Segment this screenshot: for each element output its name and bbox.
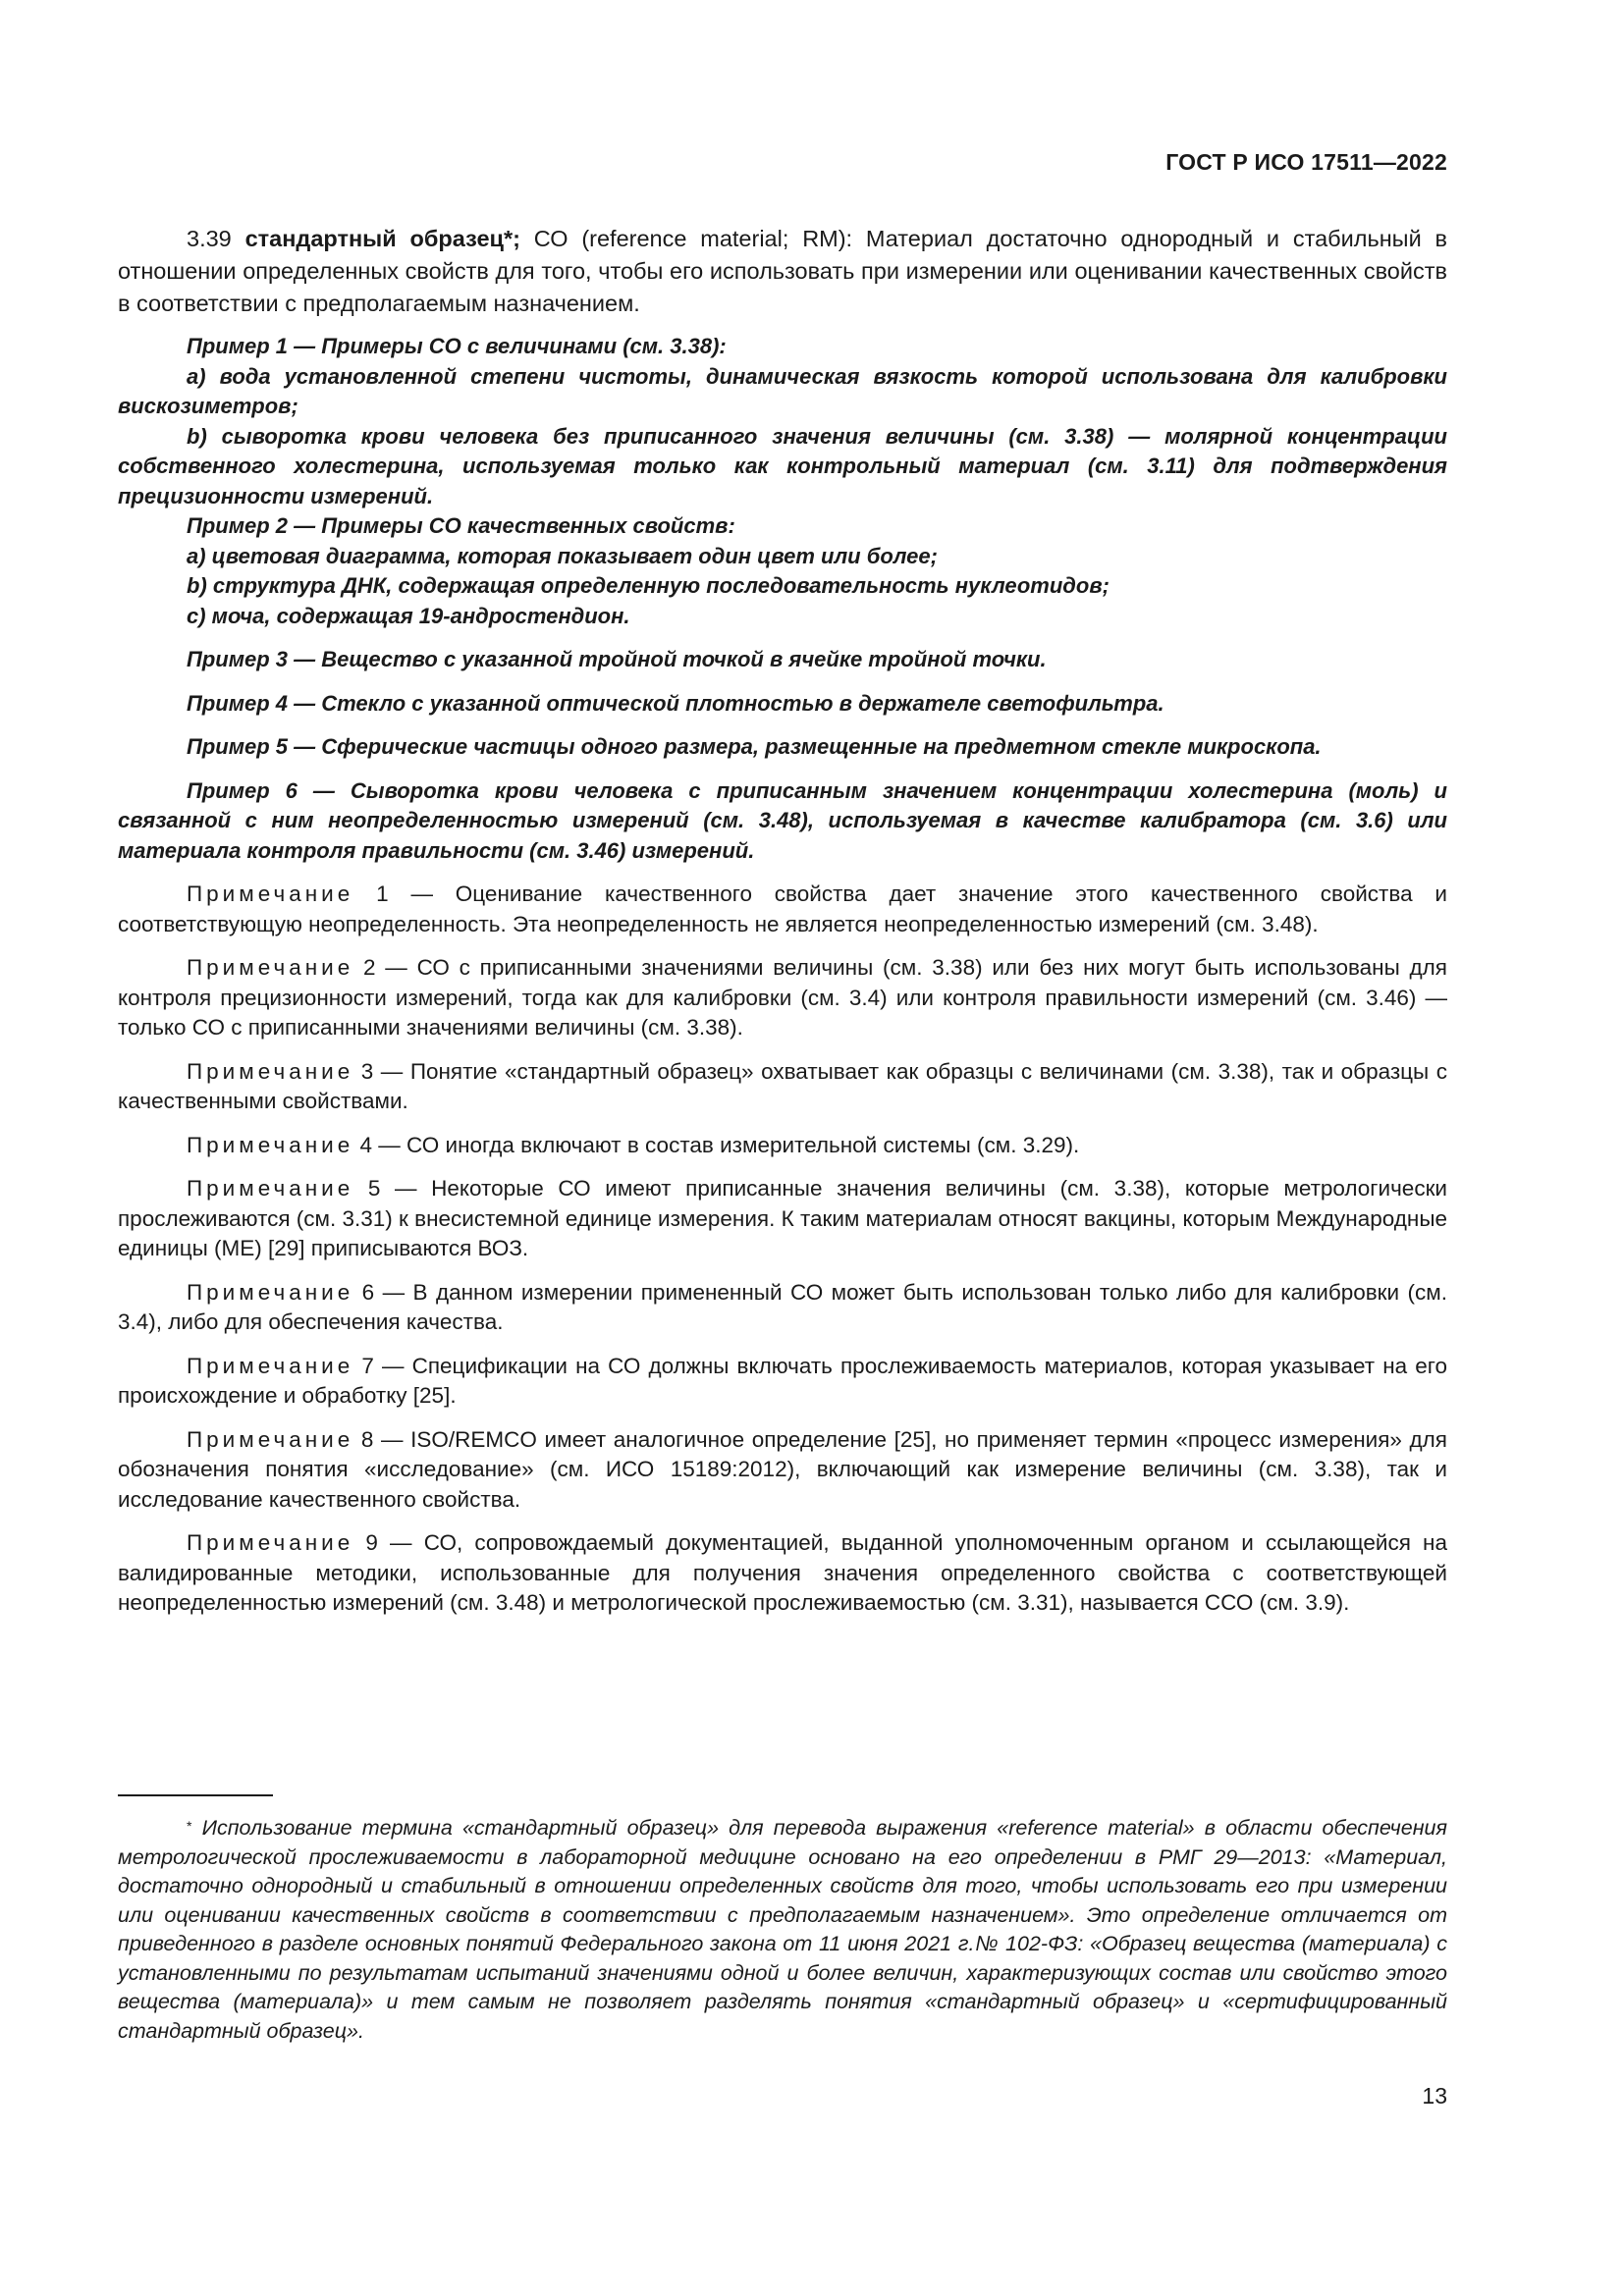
note-text: СО, сопровождаемый документацией, выданной уполномоченным органом и ссылающейся на валидированные методики, использованные для получения значения определенного свойства с соответствующей неопределенностью измерений (см. 3.48) и метрологической прослеживаемостью (см. 3.31), называется ССО (см. 3.9).	[118, 1530, 1447, 1615]
definition-text: СО (reference material; RM): Материал достаточно однородный и стабильный в отношении определенных свойств для того, чтобы его использовать при измерении или оценивании качественных свойств в соответствии с предполагаемым назначением.	[118, 226, 1448, 316]
note-number: 8 —	[353, 1426, 411, 1452]
example-5: Пример 5 — Сферические частицы одного размера, размещенные на предметном стекле микроскопа.	[187, 734, 1322, 759]
note-text: СО иногда включают в состав измерительной системы (см. 3.29).	[406, 1132, 1080, 1157]
note-label: Примечание	[187, 1353, 354, 1378]
note-2	[118, 953, 1447, 1043]
note-number: 3 —	[353, 1058, 410, 1084]
note-label: Примечание	[187, 1530, 354, 1555]
note-text: Оценивание качественного свойства дает значение этого качественного свойства и соответствующую неопределенность. Эта неопределенность не является неопределенностью измерений (см. 3.48).	[118, 881, 1447, 936]
note-label: Примечание	[187, 1176, 354, 1201]
note-number: 5 —	[353, 1176, 432, 1201]
note-8	[118, 1425, 1447, 1516]
note-1	[118, 880, 1447, 939]
note-label: Примечание	[187, 1426, 354, 1452]
note-5	[118, 1174, 1447, 1264]
example-4: Пример 4 — Стекло с указанной оптической плотностью в держателе светофильтра.	[187, 690, 1164, 716]
example-2-a: a) цветовая диаграмма, которая показывает один цвет или более;	[187, 543, 938, 568]
footnote-divider	[118, 1794, 273, 1796]
note-number: 2 —	[353, 955, 417, 980]
note-6	[118, 1278, 1447, 1338]
note-label: Примечание	[187, 1132, 354, 1157]
example-2-c: c) моча, содержащая 19-андростендион.	[187, 603, 630, 628]
note-number: 9 —	[353, 1530, 424, 1555]
example-1-title: Пример 1 — Примеры СО с величинами (см. 3.38):	[187, 334, 727, 358]
note-text: Спецификации на СО должны включать прослеживаемость материалов, которая указывает на его происхождение и обработку [25].	[118, 1353, 1447, 1408]
definition-term: стандартный образец	[244, 226, 504, 251]
footnote-text-block	[118, 1814, 1447, 2046]
note-label: Примечание	[187, 1279, 354, 1305]
note-number: 6 —	[353, 1279, 413, 1305]
example-2-b: b) структура ДНК, содержащая определенную последовательность нуклеотидов;	[187, 573, 1110, 598]
main-content	[118, 223, 1447, 1619]
footnote	[118, 1814, 1447, 2046]
definition-3-39	[118, 223, 1447, 320]
definition-marker: *;	[503, 226, 520, 251]
note-3	[118, 1057, 1447, 1117]
note-7	[118, 1352, 1447, 1412]
note-text: В данном измерении примененный СО может быть использован только либо для калибровки (см. 3.4), либо для обеспечения качества.	[118, 1279, 1447, 1334]
note-label: Примечание	[187, 881, 354, 906]
example-6: Пример 6 — Сыворотка крови человека с приписанным значением концентрации холестерина (моль) и связанной с ним неопределенностью измерений (см. 3.48), используемая в качестве калибратора (см. 3.6) или материала контроля правильности (см. 3.46) измерений.	[118, 777, 1447, 863]
page-number: 13	[1422, 2083, 1447, 2109]
example-3: Пример 3 — Вещество с указанной тройной точкой в ячейке тройной точки.	[187, 647, 1047, 671]
note-text: ISO/REMCO имеет аналогичное определение [25], но применяет термин «процесс измерения» для обозначения понятия «исследование» (см. ИСО 15189:2012), включающий как измерение величины (см. 3.38), так и исследование качественного свойства.	[118, 1426, 1447, 1512]
note-number: 4 —	[353, 1132, 407, 1157]
document-header: ГОСТ Р ИСО 17511—2022	[1165, 149, 1447, 175]
note-9	[118, 1528, 1447, 1619]
example-1-b: b) сыворотка крови человека без приписанного значения величины (см. 3.38) — молярной концентрации собственного холестерина, используемая только как контрольный материал (см. 3.11) для подтверждения прецизионности измерений.	[118, 423, 1447, 508]
definition-number: 3.39	[187, 226, 232, 251]
example-2-title: Пример 2 — Примеры СО качественных свойств:	[187, 513, 735, 538]
note-text: Понятие «стандартный образец» охватывает как образцы с величинами (см. 3.38), так и образцы с качественными свойствами.	[118, 1058, 1447, 1113]
footnote-mark: *	[187, 1818, 192, 1834]
note-label: Примечание	[187, 1058, 354, 1084]
note-number: 7 —	[353, 1353, 412, 1378]
footnote-text: Использование термина «стандартный образец» для перевода выражения «reference material» в области обеспечения метрологической прослеживаемости в лабораторной медицине основано на его определении в РМГ 29—2013: «Материал, достаточно однородный и стабильный в отношении определенных свойств для того, чтобы использовать его при измерении или оценивании качественных свойств в соответствии с предполагаемым назначением». Это определение отличается от приведенного в разделе основных понятий Федерального закона от 11 июня 2021 г.№ 102-ФЗ: «Образец вещества (материала) с установленными по результатам испытаний значениями одной и более величин, характеризующих состав или свойство этого вещества (материала)» и тем самым не позволяет разделять понятия «стандартный образец» и «сертифицированный стандартный образец».	[118, 1816, 1447, 2043]
note-text: Некоторые СО имеют приписанные значения величины (см. 3.38), которые метрологически прослеживаются (см. 3.31) к внесистемной единице измерения. К таким материалам относят вакцины, которым Международные единицы (МЕ) [29] приписываются ВОЗ.	[118, 1176, 1447, 1260]
note-4	[118, 1131, 1447, 1161]
example-1-a: a) вода установленной степени чистоты, динамическая вязкость которой использована для калибровки вискозиметров;	[118, 363, 1447, 418]
note-number: 1 —	[353, 881, 456, 906]
note-label: Примечание	[187, 955, 354, 980]
note-text: СО с приписанными значениями величины (см. 3.38) или без них могут быть использованы для контроля прецизионности измерений, тогда как для калибровки (см. 3.4) или контроля правильности измерений (см. 3.46) — только СО с приписанными значениями величины (см. 3.38).	[118, 955, 1447, 1040]
